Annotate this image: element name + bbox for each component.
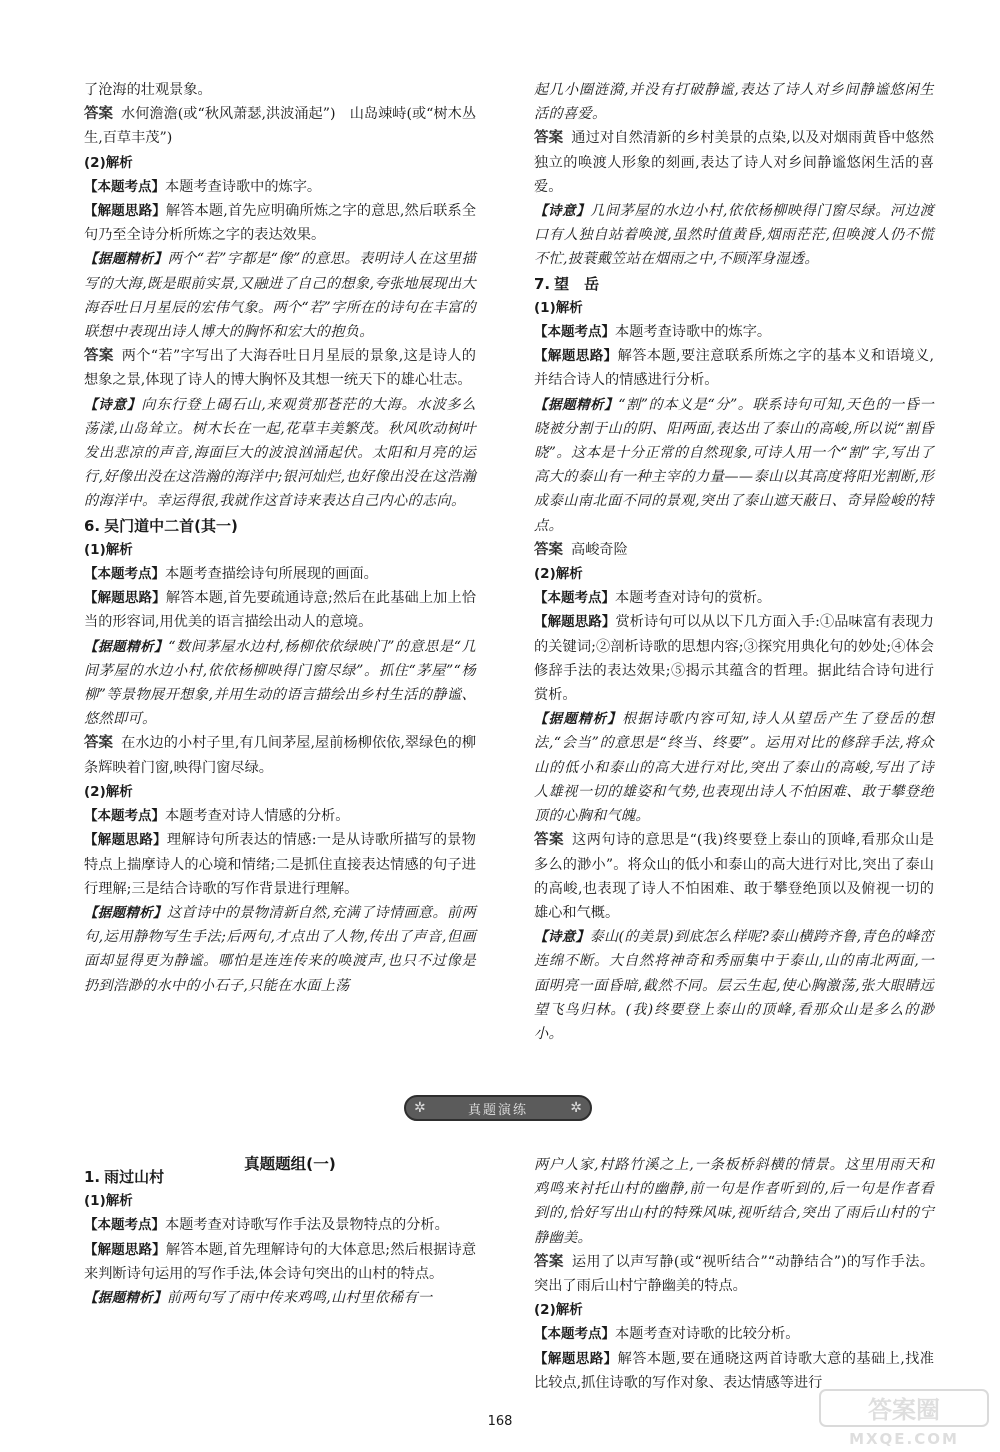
left-column [84,78,476,998]
paragraph: 起几小圈涟漪,并没有打破静谧,表达了诗人对乡间静谧悠闲生活的喜爱。 [534,82,934,123]
silu-block: 【解题思路】解答本题,要注意联系所炼之字的基本义和语境义,并结合诗人的情感进行分析。 [534,348,934,389]
sub-heading: (1)解析 [84,1193,133,1210]
kaodian-block: 【本题考点】本题考查诗歌中的炼字。 [534,324,772,341]
paragraph: 两户人家,村路竹溪之上,一条板桥斜横的情景。这里用雨天和鸡鸣来衬托山村的幽静,前一句是作者听到的,后一句是作者看到的,恰好写出山村的特殊风味,视听结合,突出了雨后山村的宁静幽美。 [534,1157,934,1246]
answer-block: 答案 通过对自然清新的乡村美景的点染,以及对烟雨黄昏中悠然独立的唤渡人形象的刻画,表达了诗人对乡间静谧悠闲生活的喜爱。 [534,130,934,195]
answer-block: 答案 运用了以声写静(或“视听结合”“动静结合”)的写作手法。突出了雨后山村宁静幽美的特点。 [534,1253,935,1295]
banner-label: 真题演练 [467,1102,528,1118]
answer-label: 答案 [84,348,114,365]
jingxi-block: 【据题精析】前两句写了雨中传来鸡鸣,山村里依稀有一 [84,1290,433,1307]
answer-text: 水何澹澹(或“秋风萧瑟,洪波涌起”) 山岛竦峙(或“树木丛生,百草丰茂”) [84,106,477,147]
section-banner [404,1095,592,1121]
jingxi-block: 【据题精析】“割”的本义是“分”。联系诗句可知,天色的一昏一晓被分割于山的阴、阳两面,表达出了泰山的高峻,所以说“割昏晓”。这本是十分正常的自然现象,可诗人用一个“割”字,写出了高大的泰山有一种主宰的力量——泰山以其高度将阳光割断,形成泰山南北面不同的景观,突出了泰山遮天蔽日、奇异险峻的特点。 [534,396,934,534]
kaodian-block: 【本题考点】本题考查对诗歌的比较分析。 [534,1326,800,1343]
section-heading-1: 1. 雨过山村 [84,1168,165,1186]
shiyi-block: 【诗意】向东行登上碣石山,来观赏那苍茫的大海。水波多么荡漾,山岛耸立。树木长在一起,花草丰美繁茂。秋风吹动树叶发出悲凉的声音,海面巨大的波浪汹涌起伏。太阳和月亮的运行,好像出没在这浩瀚的海洋中;银河灿烂,也好像出没在这浩瀚的海洋中。幸运得很,我就作这首诗来表达自己内心的志向。 [84,396,476,510]
silu-label: 【解题思路】 [84,203,166,220]
paragraph: 了沧海的壮观景象。 [84,82,212,98]
watermark-logo [816,1388,992,1448]
flower-icon: ✲ [414,1100,426,1116]
answer-block: 答案 高峻奇险 [534,541,628,558]
kaodian-block: 【本题考点】本题考查诗歌中的炼字。 [84,178,322,195]
answer-block: 答案 这两句诗的意思是“(我)终要登上泰山的顶峰,看那众山是多么的渺小”。将众山的低小和泰山的高大进行对比,突出了泰山的高峻,也表现了诗人不怕困难、敢于攀登绝顶以及俯视一切的雄心和气概。 [534,832,934,921]
flower-icon: ✲ [570,1100,582,1116]
sub-heading: (2)解析 [534,566,583,583]
section-heading-7: 7. 望 岳 [534,274,600,293]
bottom-left-column [84,1165,476,1310]
silu-block: 【解题思路】解答本题,首先要疏通诗意;然后在此基础上加上恰当的形容词,用优美的语言描绘出动人的意境。 [84,590,477,631]
jingxi-block: 【据题精析】两个“若”字都是“像”的意思。表明诗人在这里描写的大海,既是眼前实景,又融进了自己的想象,夸张地展现出大海吞吐日月星辰的宏伟气象。两个“若”字所在的诗句在丰富的联想中表现出诗人博大的胸怀和宏大的抱负。 [84,251,476,341]
page-number: 168 [487,1414,513,1429]
jingxi-label: 【据题精析】 [84,251,168,268]
shiyi-block: 【诗意】几间茅屋的水边小村,依依杨柳映得门窗尽绿。河边渡口有人独自站着唤渡,虽然时值黄昏,烟雨茫茫,但唤渡人仍不慌不忙,披蓑戴笠站在烟雨之中,不顾浑身湿透。 [534,203,934,268]
silu-block: 【解题思路】赏析诗句可以从以下几方面入手:①品味富有表现力的关键词;②剖析诗歌的思想内容;③探究用典化句的妙处;④体会修辞手法的表达效果;⑤揭示其蕴含的哲理。据此结合诗句进行赏析。 [534,614,934,704]
sub-heading: (2)解析 [84,783,133,800]
silu-block: 【解题思路】解答本题,要在通晓这两首诗歌大意的基础上,找准比较点,抓住诗歌的写作对象、表达情感等进行 [534,1350,934,1391]
bottom-right-column [534,1153,934,1395]
kaodian-label: 【本题考点】 [84,178,165,195]
section-heading-6: 6. 吴门道中二首(其一) [84,516,238,535]
kaodian-block: 【本题考点】本题考查对诗人情感的分析。 [84,808,350,825]
answer-block [84,102,476,150]
shiyi-label: 【诗意】 [84,396,142,413]
group-title: 真题题组(一) [244,1155,336,1173]
svg-text:MXQE.COM: MXQE.COM [849,1430,959,1448]
jingxi-block: 【据题精析】根据诗歌内容可知,诗人从望岳产生了登岳的想法,“会当”的意思是“终当、终要”。运用对比的修辞手法,将众山的低小和泰山的高大进行对比,突出了泰山的高峻,写出了诗人雄视一切的雄姿和气势,也表现出诗人不怕困难、敢于攀登绝顶的心胸和气魄。 [534,711,934,825]
sub-heading: (1)解析 [84,541,133,558]
sub-heading: (2)解析 [84,154,133,171]
silu-block: 【解题思路】解答本题,首先理解诗句的大体意思;然后根据诗意来判断诗句运用的写作手法,体会诗句突出的山村的特点。 [84,1241,477,1282]
silu-block: 【解题思路】解答本题,首先应明确所炼之字的意思,然后联系全句乃至全诗分析所炼之字的表达效果。 [84,203,477,244]
kaodian-block: 【本题考点】本题考查描绘诗句所展现的画面。 [84,566,378,583]
jingxi-block: 【据题精析】这首诗中的景物清新自然,充满了诗情画意。前两句,运用静物写生手法;后两句,才点出了人物,传出了声音,但画面却显得更为静谧。哪怕是连连传来的唤渡声,也只不过像是扔到浩渺的水中的小石子,只能在水面上荡 [84,904,476,994]
kaodian-block: 【本题考点】本题考查对诗句的赏析。 [534,590,772,607]
jingxi-block: 【据题精析】“数间茅屋水边村,杨柳依依绿映门”的意思是“几间茅屋的水边小村,依依杨柳映得门窗尽绿”。抓住“茅屋”“杨柳”等景物展开想象,并用生动的语言描绘出乡村生活的静谧、悠然即可。 [84,638,476,728]
silu-block: 【解题思路】理解诗句所表达的情感:一是从诗歌所描写的景物特点上揣摩诗人的心境和情绪;二是抓住直接表达情感的句子进行理解;三是结合诗歌的写作背景进行理解。 [84,832,476,897]
svg-text:答案圈: 答案圈 [868,1396,940,1424]
answer-label: 答案 [84,106,113,123]
right-column [534,78,934,1046]
answer-block: 答案 两个“若”字写出了大海吞吐日月星辰的景象,这是诗人的想象之景,体现了诗人的博大胸怀及其想一统天下的雄心壮志。 [84,348,476,389]
kaodian-block: 【本题考点】本题考查对诗歌写作手法及景物特点的分析。 [84,1217,449,1234]
answer-block: 答案 在水边的小村子里,有几间茅屋,屋前杨柳依依,翠绿色的柳条辉映着门窗,映得门窗尽绿。 [84,735,477,776]
sub-heading: (2)解析 [534,1302,583,1319]
sub-heading: (1)解析 [534,299,583,316]
shiyi-block: 【诗意】泰山(的美景)到底怎么样呢?泰山横跨齐鲁,青色的峰峦连绵不断。大自然将神奇和秀丽集中于泰山,山的南北两面,一面明亮一面昏暗,截然不同。层云生起,使心胸激荡,张大眼睛远望飞鸟归林。(我)终要登上泰山的顶峰,看那众山是多么的渺小。 [534,929,934,1042]
